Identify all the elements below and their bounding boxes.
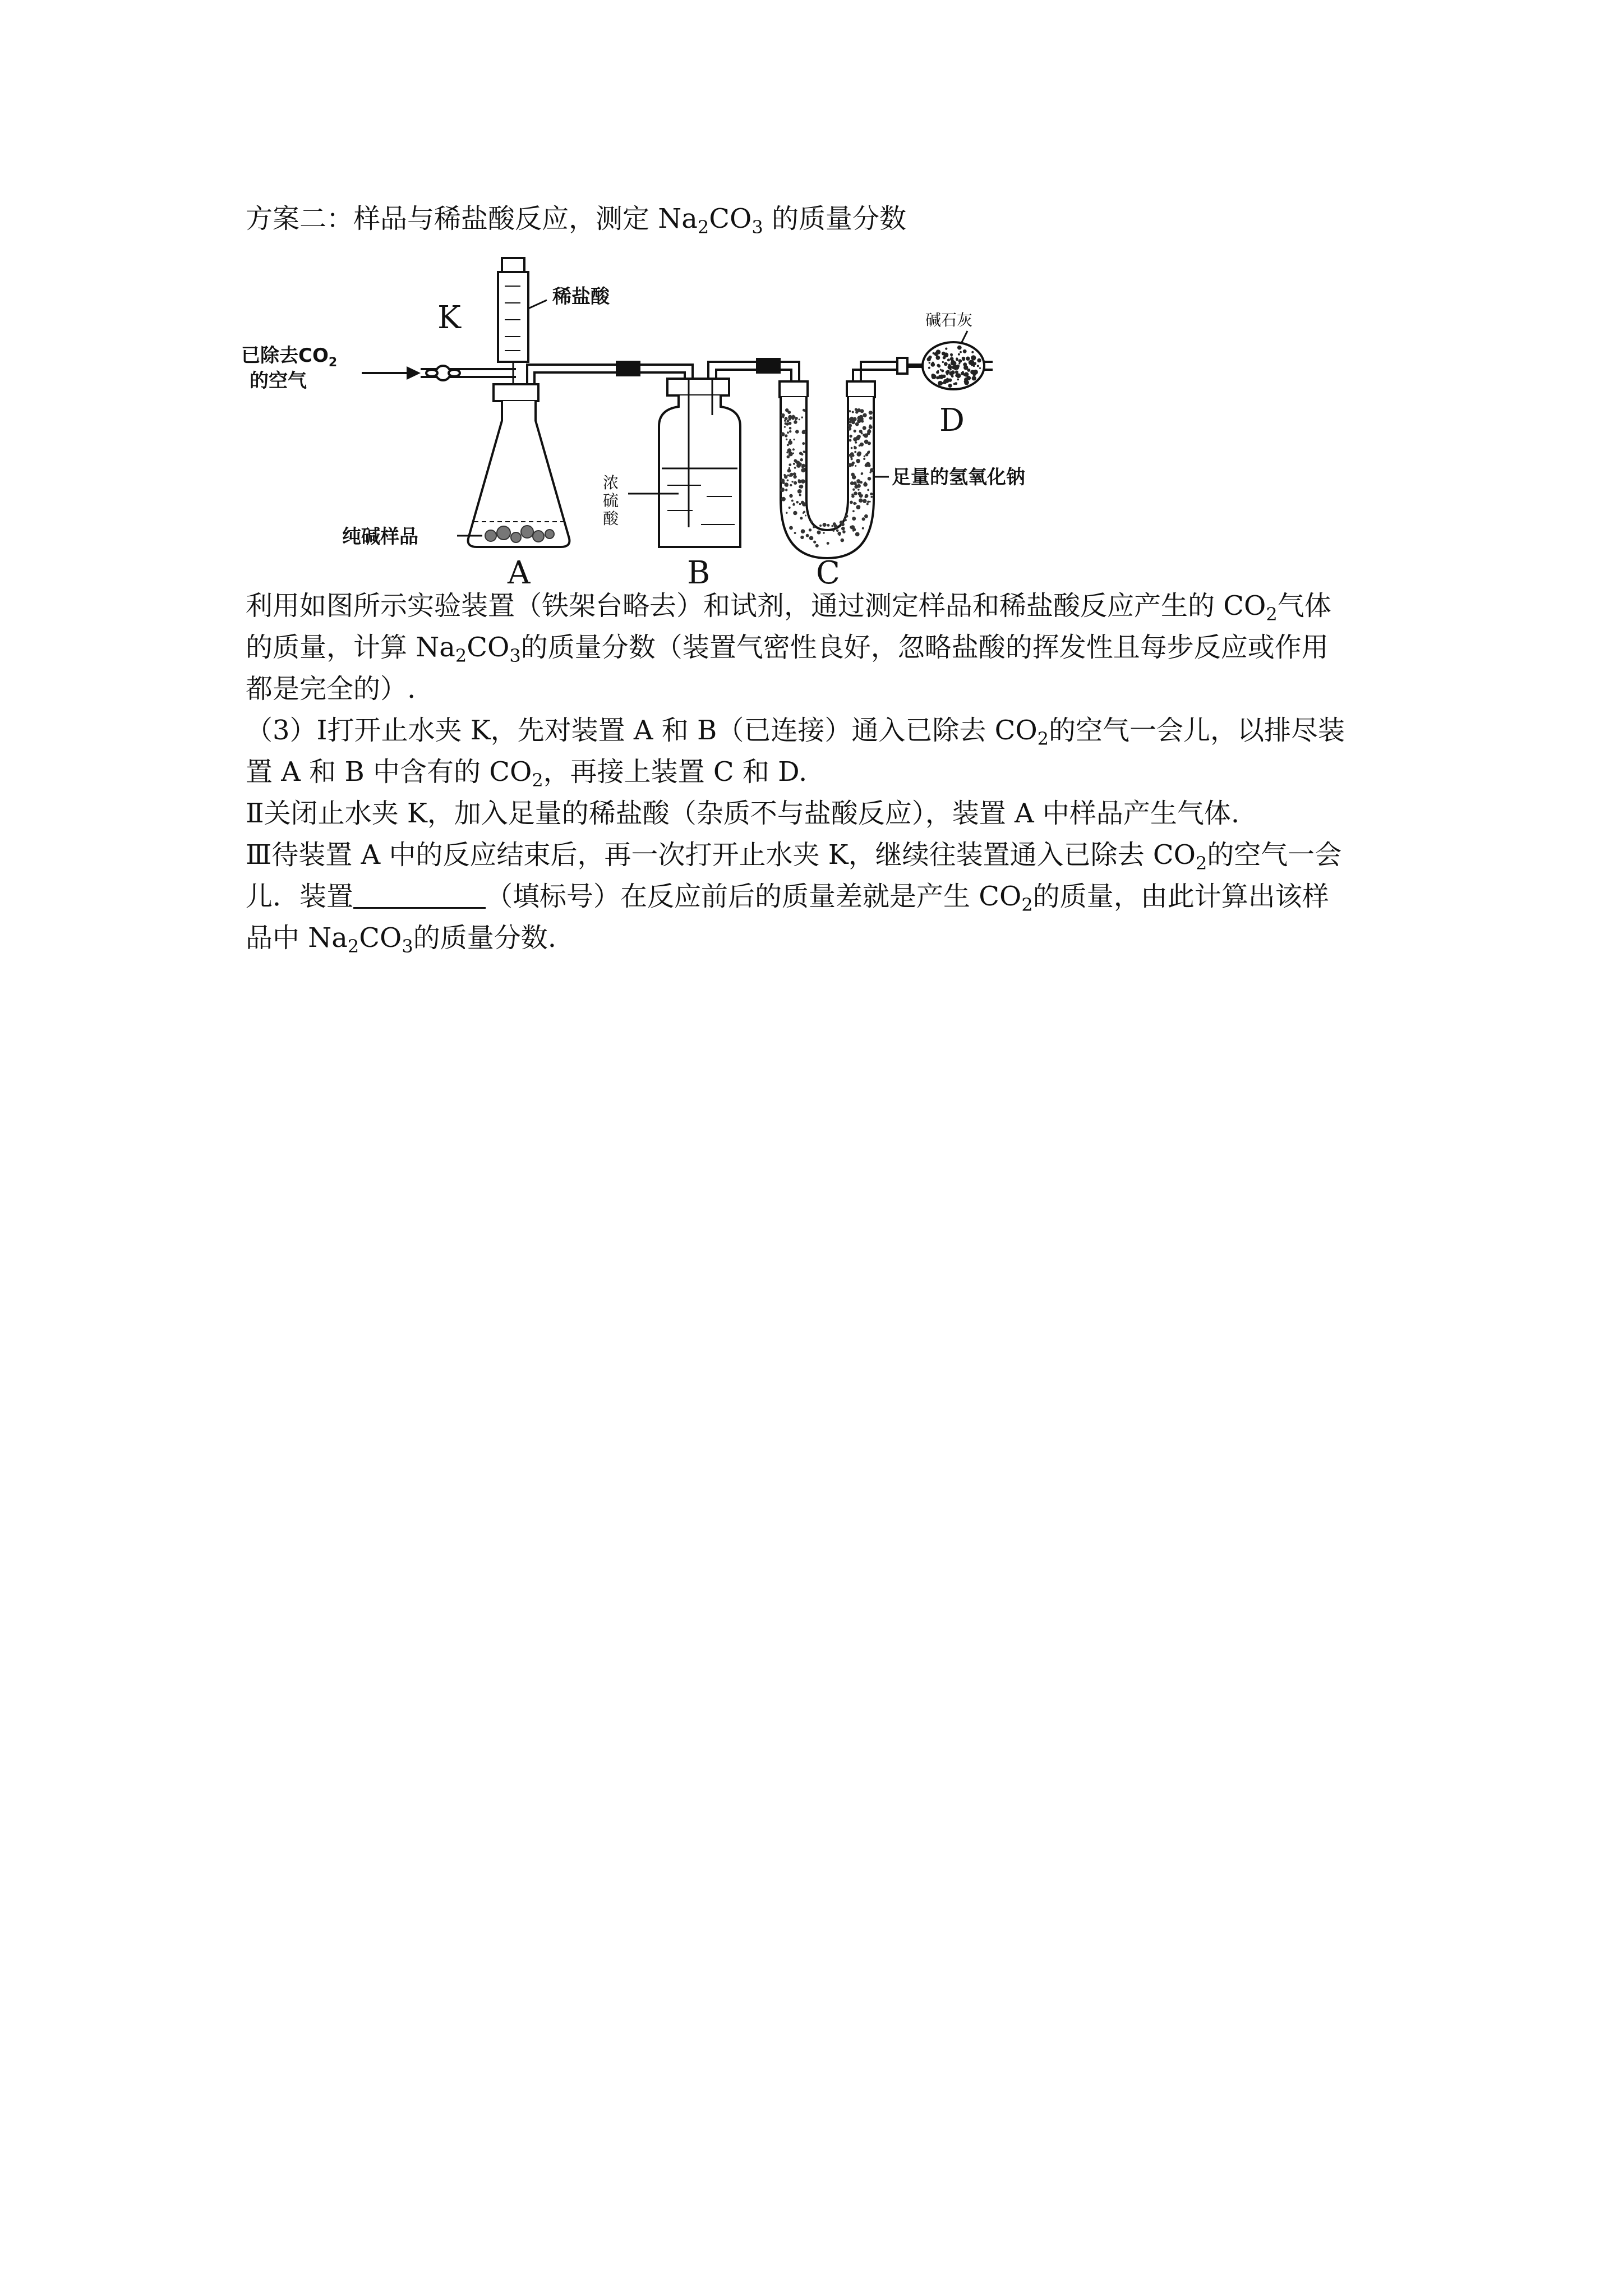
label-inlet-2: 的空气: [250, 370, 307, 392]
label-b: B: [687, 555, 711, 591]
step3-line1: Ⅲ待装置 A 中的反应结束后，再一次打开止水夹 K，继续往装置通入已除去 $CO_2$的空气一会: [246, 839, 1342, 874]
subscript: 2: [697, 217, 709, 238]
connector: [617, 362, 639, 375]
label-sample: 纯碱样品: [342, 526, 418, 548]
bottle-b-stopper: [667, 379, 729, 395]
label-soda-lime: 碱石灰: [925, 311, 973, 329]
step1-line2: 置 A 和 B 中含有的 $CO_2$，再接上装置 C 和 D.: [246, 756, 808, 791]
step3-line2: 儿．装置 （填标号）在反应前后的质量差就是产生 $CO_2$的质量，由此计算出该样: [246, 881, 1329, 915]
para1-line3: 都是完全的）.: [246, 673, 416, 705]
label-k: K: [437, 300, 461, 336]
step3-line3: 品中 $Na_2CO_3$的质量分数.: [246, 922, 556, 957]
u-tube-left-stopper: [780, 381, 808, 397]
apparatus-diagram: [236, 247, 1025, 591]
step1-line1: （3）Ⅰ打开止水夹 K，先对装置 A 和 B（已连接）通入已除去 $CO_2$的空气一会儿，以排尽装: [246, 715, 1345, 749]
heading-text: 方案二：样品与稀盐酸反应，测定: [246, 203, 650, 234]
subscript: 3: [751, 217, 763, 238]
label-a: A: [508, 555, 531, 591]
label-inlet-1: 已除去$CO_2$: [241, 344, 338, 370]
svg-text:酸: 酸: [603, 509, 619, 528]
funnel-cap: [502, 258, 524, 272]
para1-line2: 的质量，计算 $Na_2CO_3$的质量分数（装置气密性良好，忽略盐酸的挥发性且每步反应或作用: [246, 632, 1329, 666]
scheme-heading: [246, 202, 906, 236]
flask-a: [468, 401, 570, 547]
u-tube-right-stopper: [847, 381, 875, 397]
label-h2so4: 浓: [603, 473, 619, 492]
answer-blank[interactable]: [353, 882, 486, 909]
formula-na: Na: [658, 203, 698, 234]
label-c: C: [816, 555, 840, 591]
formula-co: CO: [709, 203, 752, 234]
flask-a-stopper: [494, 384, 538, 401]
label-naoh: 足量的氢氧化钠: [892, 466, 1025, 489]
svg-text:硫: 硫: [603, 491, 619, 510]
inlet-arrow-head: [407, 366, 421, 380]
step2-line1: Ⅱ关闭止水夹 K，加入足量的稀盐酸（杂质不与盐酸反应），装置 A 中样品产生气体.: [246, 798, 1240, 829]
heading-text-end: 的质量分数: [771, 203, 906, 234]
label-hcl: 稀盐酸: [552, 286, 610, 308]
para1-line1: 利用如图所示实验装置（铁架台略去）和试剂，通过测定样品和稀盐酸反应产生的 $CO_2$气体: [246, 590, 1331, 625]
label-d: D: [939, 402, 965, 439]
